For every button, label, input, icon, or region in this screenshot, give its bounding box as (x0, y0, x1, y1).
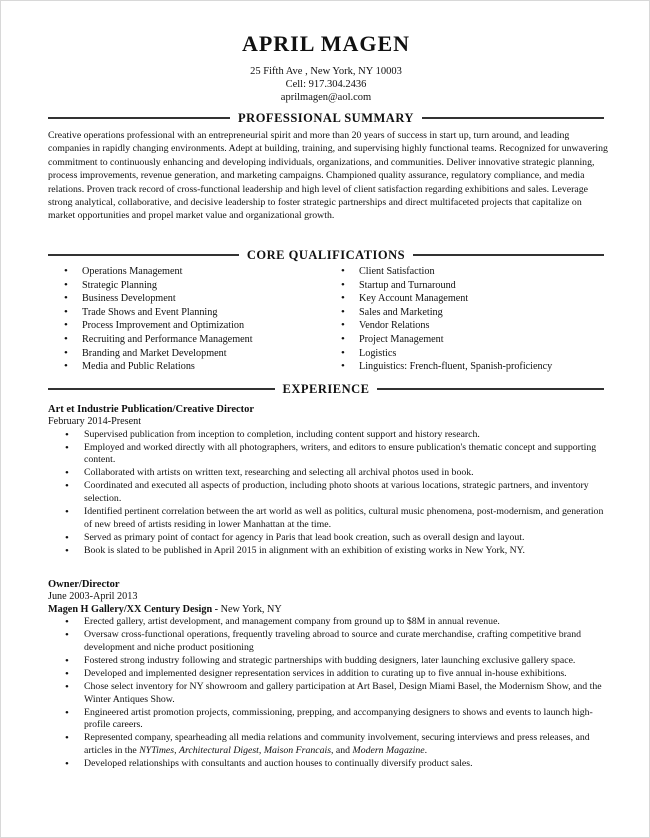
list-item: • Fostered strong industry following and strategic partnerships with budding designers, later launching exclusive gallery space. (48, 655, 608, 668)
job-bullets (48, 429, 608, 558)
list-item: • Client Satisfaction (341, 265, 552, 279)
company-location: New York, NY (218, 603, 282, 615)
list-item: • Developed relationships with consultants and auction houses to continually diversify product sales. (48, 758, 608, 771)
list-item: • Branding and Market Development (64, 347, 253, 361)
job-title: Art et Industrie Publication/Creative Director (48, 404, 255, 415)
list-item: • Engineered artist promotion projects, commissioning, prepping, and accompanying designers to shows and events to launch high-profile careers. (48, 707, 608, 733)
list-item: • Sales and Marketing (341, 306, 552, 320)
job-entry-1 (48, 403, 608, 558)
list-item: • Business Development (64, 292, 253, 306)
company-line (48, 604, 608, 617)
list-item: • Operations Management (64, 265, 253, 279)
list-item: • Employed and worked directly with all photographers, writers, and editors to ensure publication's thematic concept and supporting content. (48, 442, 608, 468)
divider (377, 388, 604, 390)
job-title: Owner/Director (48, 579, 120, 590)
job-bullets (48, 616, 608, 771)
list-item: • Book is slated to be published in April 2015 in alignment with an exhibition of existing works in New York, NY. (48, 545, 608, 558)
list-item: • Logistics (341, 347, 552, 361)
list-item: • Linguistics: French-fluent, Spanish-proficiency (341, 360, 552, 374)
list-item: • Project Management (341, 333, 552, 347)
qualifications-column-2 (341, 265, 552, 374)
job-entry-2 (48, 578, 608, 771)
job-dates: February 2014-Present (48, 416, 142, 427)
divider (422, 117, 604, 119)
list-item: • Recruiting and Performance Management (64, 333, 253, 347)
contact-block (1, 65, 650, 104)
candidate-name: APRIL MAGEN (241, 31, 411, 56)
divider (48, 117, 230, 119)
experience-heading: EXPERIENCE (48, 382, 604, 396)
list-item: • Supervised publication from inception to completion, including content support and history research. (48, 429, 608, 442)
list-item: • Erected gallery, artist development, and management company from ground up to $8M in annual revenue. (48, 616, 608, 629)
list-item: • Chose select inventory for NY showroom and gallery participation at Art Basel, Design Miami Basel, the Modernism Show, and the Winter Antiques Show. (48, 681, 608, 707)
list-item: • Identified pertinent correlation between the art world as well as politics, cultural music phenomena, post-modernism, and generation of new breed of artists residing in lower Manhattan at the time. (48, 506, 608, 532)
divider (48, 254, 239, 256)
address: 25 Fifth Ave , New York, NY 10003 (250, 66, 402, 77)
qualifications-column-1 (64, 265, 253, 374)
divider (413, 254, 604, 256)
divider (48, 388, 275, 390)
list-item: • Startup and Turnaround (341, 279, 552, 293)
list-item: • Vendor Relations (341, 319, 552, 333)
list-item: • Represented company, spearheading all media relations and community involvement, securing interviews and press releases, and articles in the NYTimes, Architectural Digest, Maison Francais, and Modern Magazine. (48, 732, 608, 758)
list-item: • Trade Shows and Event Planning (64, 306, 253, 320)
list-item: • Strategic Planning (64, 279, 253, 293)
list-item: • Developed and implemented designer representation services in addition to curating up to five annual in-house exhibitions. (48, 668, 608, 681)
list-item: • Media and Public Relations (64, 360, 253, 374)
email[interactable]: aprilmagen@aol.com (280, 92, 372, 103)
job-dates: June 2003-April 2013 (48, 591, 138, 602)
summary-text: Creative operations professional with an entrepreneurial spirit and more than 20 years of success in start up, turn around, and leading companies in rapidly changing environments. Adept at building, training, and supervising highly functional teams. Recognized for unwavering commitment to continuously enhancing and developing individuals, organizations, and communities. Deliver innovative strategic planning, process improvements, revenue generation, and marketing campaigns. Championed quality assurance, regulatory compliance, and media relations. Proven track record of cross-functional leadership and high level of client satisfaction regarding exhibitions and sales. Leverage strong analytical, collaborative, and decisive leadership to foster strategic partnerships and direct multifaceted projects that capitalize on market opportunities and propel market value and organizational growth. (48, 130, 608, 222)
list-item: • Process Improvement and Optimization (64, 319, 253, 333)
list-item: • Oversaw cross-functional operations, frequently traveling abroad to source and curate merchandise, crafting competitive brand development and niche product positioning (48, 629, 608, 655)
list-item: • Served as primary point of contact for agency in Paris that lead book creation, such as overall design and layout. (48, 532, 608, 545)
summary-heading: PROFESSIONAL SUMMARY (48, 111, 604, 125)
qualifications-heading: CORE QUALIFICATIONS (48, 248, 604, 262)
list-item: • Coordinated and executed all aspects of production, including photo shoots at various locations, strategic partners, and inventory selection. (48, 480, 608, 506)
list-item: • Key Account Management (341, 292, 552, 306)
list-item: • Collaborated with artists on written text, researching and selecting all archival photos used in book. (48, 467, 608, 480)
company-name: Magen H Gallery/XX Century Design - (48, 603, 219, 615)
cell-phone: Cell: 917.304.2436 (285, 79, 367, 90)
